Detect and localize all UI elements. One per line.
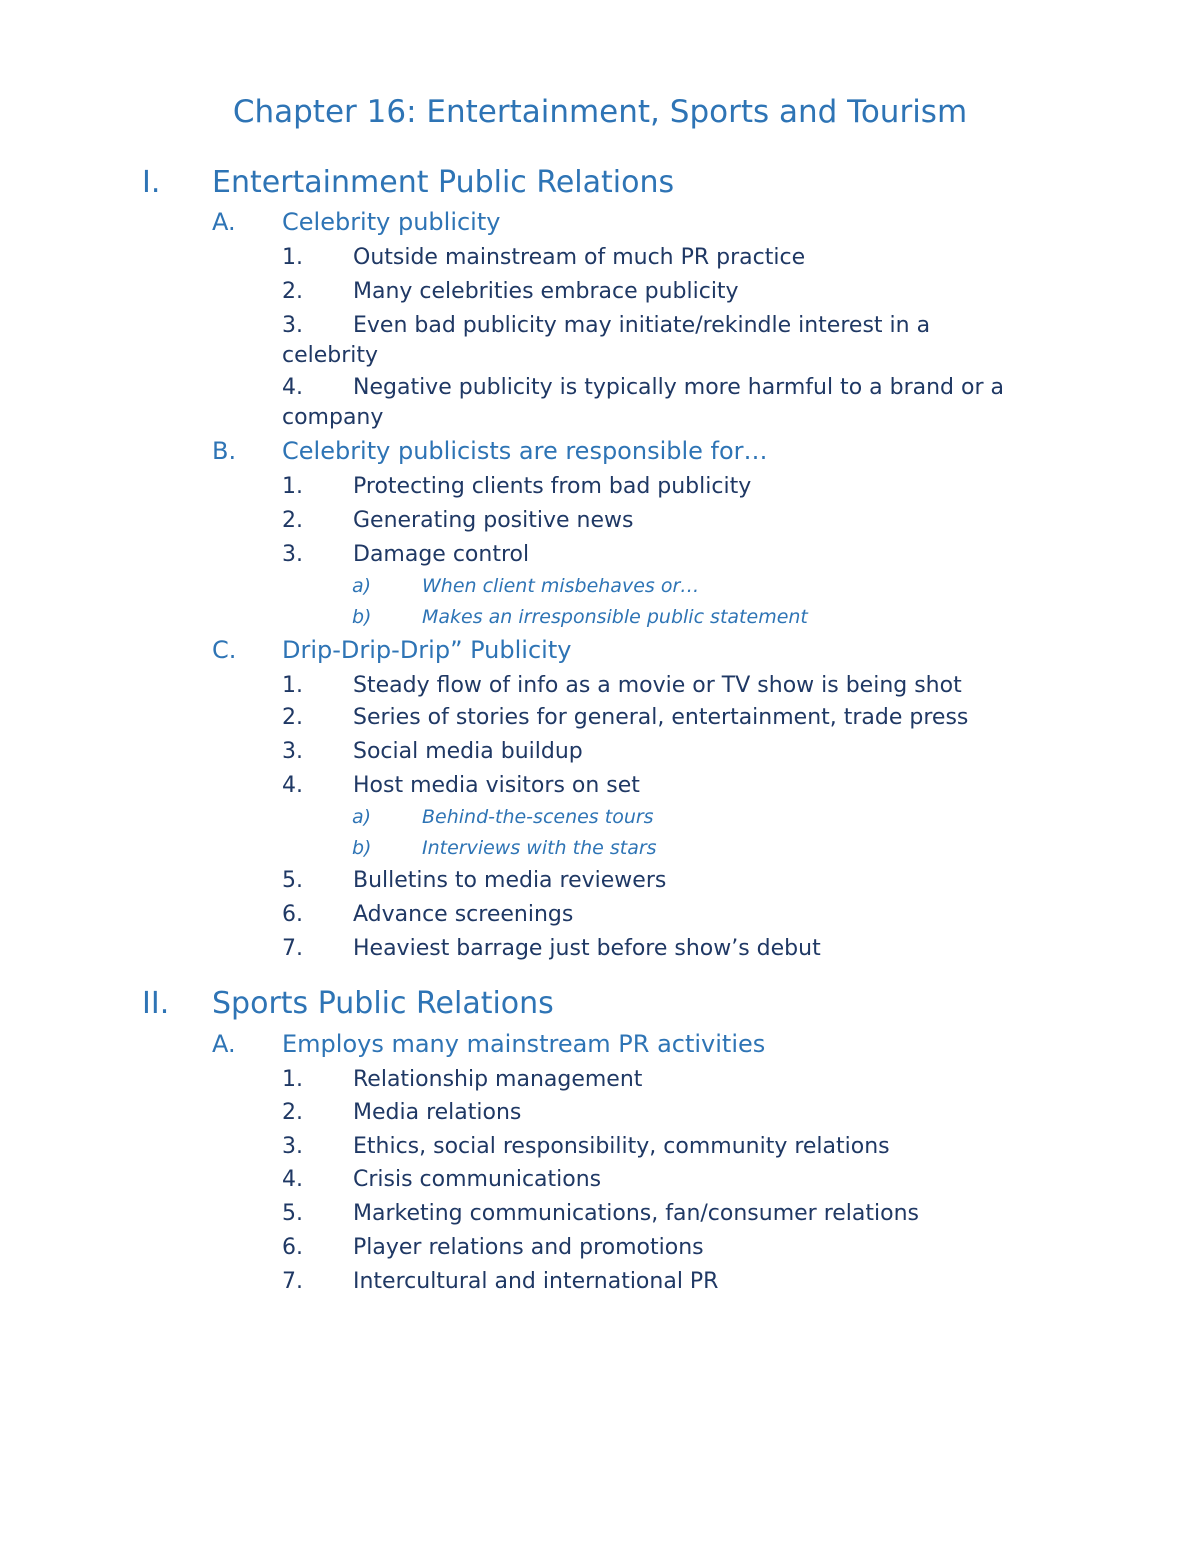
item-marker: 2.: [282, 1100, 303, 1125]
subsection-title: Celebrity publicists are responsible for…: [282, 437, 768, 465]
subsection-marker: A.: [212, 1030, 236, 1058]
sub-item-marker: b): [352, 837, 372, 859]
item-text: Series of stories for general, entertainment, trade press: [353, 705, 969, 730]
subsection-title: Employs many mainstream PR activities: [282, 1030, 766, 1058]
item-marker: 1.: [282, 673, 303, 698]
sub-item-marker: b): [352, 606, 372, 628]
item-text: Marketing communications, fan/consumer relations: [353, 1201, 920, 1226]
item-text: Outside mainstream of much PR practice: [353, 245, 806, 270]
item-text: Crisis communications: [353, 1167, 602, 1192]
item-marker: 7.: [282, 1269, 303, 1294]
item-marker: 3.: [282, 542, 303, 567]
item-text: Player relations and promotions: [353, 1235, 704, 1260]
section-marker: II.: [142, 986, 170, 1021]
sub-item-marker: a): [352, 806, 372, 828]
item-marker: 3.: [282, 1134, 303, 1159]
item-marker: 1.: [282, 245, 303, 270]
item-marker: 1.: [282, 474, 303, 499]
item-text: Steady flow of info as a movie or TV show is being shot: [353, 673, 962, 698]
item-text: Host media visitors on set: [353, 773, 640, 798]
item-marker: 3.: [282, 313, 303, 338]
item-marker: 2.: [282, 279, 303, 304]
item-text: Social media buildup: [353, 739, 583, 764]
sub-item-text: Interviews with the stars: [422, 837, 657, 859]
item-text: Media relations: [353, 1100, 522, 1125]
sub-item-text: When client misbehaves or…: [422, 575, 700, 597]
item-text: Bulletins to media reviewers: [353, 868, 667, 893]
sub-item-text: Makes an irresponsible public statement: [422, 606, 808, 628]
item-text: Relationship management: [353, 1067, 643, 1092]
item-text: Negative publicity is typically more harmful to a brand or a: [353, 375, 1004, 400]
item-marker: 6.: [282, 1235, 303, 1260]
sub-item-marker: a): [352, 575, 372, 597]
item-marker: 5.: [282, 868, 303, 893]
item-text: Many celebrities embrace publicity: [353, 279, 739, 304]
item-marker: 2.: [282, 705, 303, 730]
subsection-marker: C.: [212, 636, 237, 664]
subsection-title: Celebrity publicity: [282, 208, 501, 236]
sub-item-text: Behind-the-scenes tours: [422, 806, 654, 828]
page-title: Chapter 16: Entertainment, Sports and Tourism: [232, 94, 968, 130]
item-text: Heaviest barrage just before show’s debut: [353, 936, 821, 961]
item-text: Intercultural and international PR: [353, 1269, 719, 1294]
item-marker: 4.: [282, 375, 303, 400]
item-marker: 7.: [282, 936, 303, 961]
section-marker: I.: [142, 165, 161, 200]
item-continuation: celebrity: [282, 343, 379, 368]
subsection-title: Drip-Drip-Drip” Publicity: [282, 636, 572, 664]
item-continuation: company: [282, 405, 384, 430]
item-text: Protecting clients from bad publicity: [353, 474, 752, 499]
section-title: Sports Public Relations: [212, 986, 554, 1021]
subsection-marker: A.: [212, 208, 236, 236]
item-marker: 1.: [282, 1067, 303, 1092]
item-marker: 2.: [282, 508, 303, 533]
item-text: Advance screenings: [353, 902, 574, 927]
item-text: Ethics, social responsibility, community relations: [353, 1134, 890, 1159]
section-title: Entertainment Public Relations: [212, 165, 675, 200]
item-marker: 6.: [282, 902, 303, 927]
item-marker: 3.: [282, 739, 303, 764]
item-marker: 4.: [282, 773, 303, 798]
item-text: Even bad publicity may initiate/rekindle interest in a: [353, 313, 931, 338]
item-text: Damage control: [353, 542, 530, 567]
item-marker: 4.: [282, 1167, 303, 1192]
item-text: Generating positive news: [353, 508, 634, 533]
subsection-marker: B.: [212, 437, 237, 465]
item-marker: 5.: [282, 1201, 303, 1226]
